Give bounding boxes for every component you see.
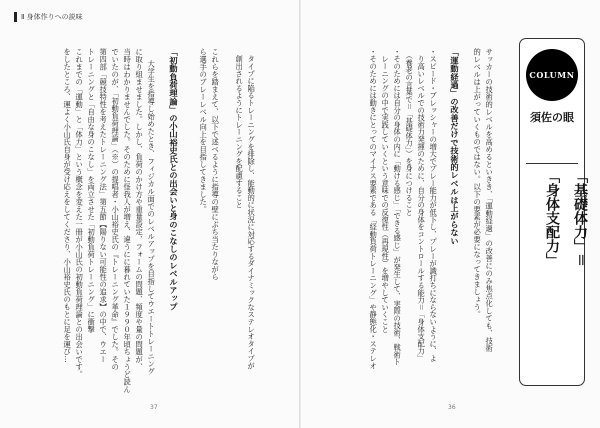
paragraph-2-line-2: ら選手のブレーレベル向上を目指してきました。	[199, 48, 209, 213]
section-label: Ⅱ 身体作りへの説味	[21, 13, 83, 21]
paragraph-3-line: 第四部「競技特性を考えたトレーニング法」第五節【陽りない可能性の追求】の中で、ウエー	[99, 48, 109, 363]
bullet-line: レーニングの中で実践していくという意味での反復性（再現性）を増やしていくこと	[381, 48, 391, 333]
column-subtitle-line-2: 「身体支配力」	[544, 169, 560, 267]
column-badge: COLUMN	[526, 49, 578, 101]
heading-1: 「運動経過」の改善だけで技術的レベルは上がらない	[450, 48, 460, 245]
paragraph-1-line-1: サッカーの技術的レベルを高めるといきき、「運動経過」の改善にのみ焦点化しても、技術	[485, 48, 495, 352]
bullet-line: ・そのためには自分の身体の内に「動ける感じ」「できる感じ」が発生して、実際の技術、戦術ト	[393, 48, 403, 366]
running-header	[14, 12, 83, 22]
page-number-right: 36	[448, 404, 456, 411]
paragraph-3-line: トレーニングと「自由な身のこなし」を両立させた「初動負荷トレーニング」に衝撃	[87, 48, 97, 333]
header-marker-bar	[14, 12, 17, 22]
paragraph-3-line: 大学生を指導し始めたとき、フィジカル面でのレベルアップを目指してウエートトレーニング	[147, 60, 157, 375]
bullet-line: タイプに陥るトレーニングを排除し、能動的に状況に対応するダイナミックなステレオタイプが	[247, 48, 257, 370]
paragraph-3-line: に取り組ませました。しかし、負荷のかけ方や重量設定、フォームの問題、頻度や量の問題が、	[135, 48, 145, 371]
bullet-line: ・スピード・ブレッシャーの増大でプレー能力が低下し、プレーが識打ちにならないように、よ	[429, 48, 439, 362]
page-number-left: 37	[150, 404, 158, 411]
column-title: 須佐の眼	[530, 111, 574, 124]
paragraph-3-line: でいたのが、「初動負荷理論」（※）の提唱者・小山裕史氏の『トレーニング革命』でした。その	[111, 48, 121, 371]
bullet-line: （養老の言葉で＝「基礎体力」）を身につけること	[405, 48, 415, 216]
paragraph-1-line-2: 的レベルは上がっていくものではない。以下の要素が必要になってきましょう。	[473, 48, 483, 318]
paragraph-3-line: 当時はわかりませんでした。そのために怪我人が増え、違うにに暮れていた１９９０年頃ちょうど読ん	[123, 48, 133, 393]
bullet-line: 創出されるようにトレーニングを配慮すること	[235, 48, 245, 209]
bullet-line: ・そのためには動きにとってのマイナス要素である「経動負荷トレーニング」や静態化・ステレオ	[369, 48, 379, 370]
column-divider	[526, 163, 578, 164]
paragraph-2-line-1: これらを踏まえて、以下で述べるように指導の壁にぶち当たりながら	[211, 48, 221, 281]
bullet-line: り高いレベルでの技術力発揮のために、自分の身体をコントロールする能力＝「身体支配力」	[417, 48, 427, 362]
column-panel	[519, 38, 588, 386]
book-spine	[299, 0, 301, 428]
paragraph-3-line: をしたところ、運よく小山氏自身が受け応えをしてくださり、小山裕史氏のもとに足を運び…	[63, 48, 73, 363]
column-subtitle-line-1: 「基礎体力」＝	[572, 169, 588, 267]
heading-2: 「初動負荷理論」の小山裕史氏との出会いと身のこなしのレベルアップ	[169, 48, 179, 311]
paragraph-3-line: これまでの「運動」と「体力」という概念を変えた一冊が小山氏の初動負荷理論との出会いです。	[75, 48, 85, 378]
column-subtitle	[538, 169, 594, 267]
